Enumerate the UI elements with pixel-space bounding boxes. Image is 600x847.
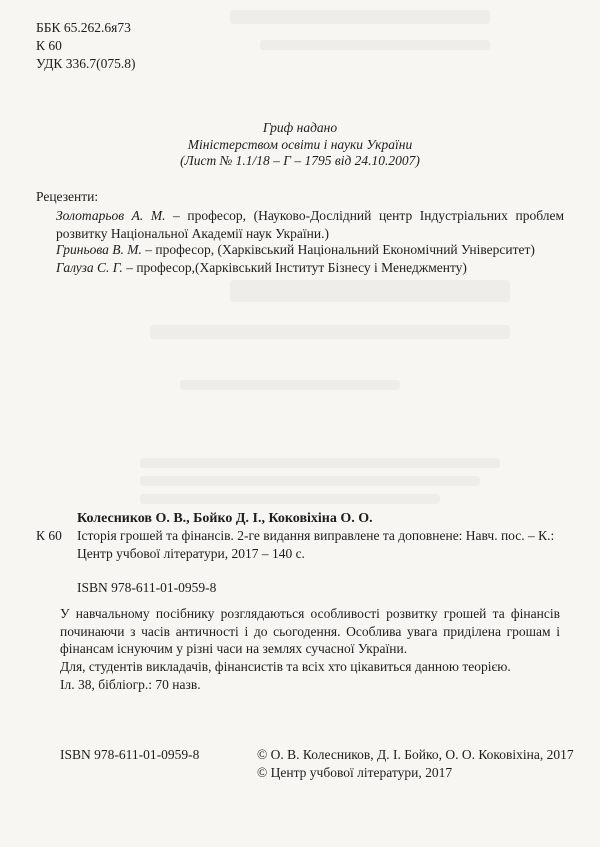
copyright-authors: © О. В. Колесников, Д. І. Бойко, О. О. Коковіхіна, 2017 xyxy=(257,747,574,762)
bbk-code: ББК 65.262.6я73 xyxy=(36,20,131,35)
bleed-through-mark xyxy=(180,380,400,390)
catalog-isbn: ISBN 978-611-01-0959-8 xyxy=(77,580,217,595)
reviewer-2-name: Гриньова В. М. xyxy=(56,242,142,257)
reviewer-1 xyxy=(56,207,564,243)
copyright-publisher: © Центр учбової літератури, 2017 xyxy=(257,765,453,780)
illustrations-count: Іл. 38, бібліогр.: 70 назв. xyxy=(60,677,201,692)
reviewer-1-affiliation: – професор, (Науково-Дослідний центр Індустріальних проблем розвитку Національної Академії наук України.) xyxy=(56,208,564,241)
catalog-authors: Колесников О. В., Бойко Д. І., Коковіхіна О. О. xyxy=(77,511,373,526)
catalog-description-line-1: Історія грошей та фінансів. 2-ге видання виправлене та доповнене: Навч. пос. – К.: xyxy=(77,528,555,543)
reviewer-3 xyxy=(56,259,564,277)
reviewer-2-affiliation: – професор, (Харківський Національний Економічний Університет) xyxy=(141,242,535,257)
grif-heading: Гриф надано xyxy=(262,120,338,135)
bleed-through-mark xyxy=(260,40,490,50)
bleed-through-mark xyxy=(140,458,500,468)
grif-ministry: Міністерством освіти і науки України xyxy=(187,137,413,152)
reviewer-3-name: Галуза С. Г. xyxy=(56,260,123,275)
annotation-audience: Для, студентів викладачів, фінансистів та всіх хто цікавиться данною теорією. xyxy=(60,659,511,674)
reviewer-1-name: Золотарьов А. М. xyxy=(56,208,166,223)
bleed-through-mark xyxy=(230,10,490,24)
catalog-description-line-2: Центр учбової літератури, 2017 – 140 с. xyxy=(77,546,305,561)
reviewers-title: Рецезенти: xyxy=(36,189,99,204)
footer-isbn: ISBN 978-611-01-0959-8 xyxy=(60,747,200,762)
bleed-through-mark xyxy=(230,280,510,302)
bleed-through-mark xyxy=(140,494,440,504)
udk-code: УДК 336.7(075.8) xyxy=(36,56,136,71)
reviewer-2 xyxy=(56,241,564,259)
catalog-code: К 60 xyxy=(36,528,62,543)
author-mark: К 60 xyxy=(36,38,62,53)
reviewer-3-affiliation: – професор,(Харківський Інститут Бізнесу і Менеджменту) xyxy=(122,260,467,275)
grif-letter: (Лист № 1.1/18 – Г – 1795 від 24.10.2007) xyxy=(180,153,420,168)
bleed-through-mark xyxy=(150,325,510,339)
annotation-text: У навчальному посібнику розглядаються особливості розвитку грошей та фінансів починаючи з часів античності і до сьогодення. Особлива увага приділена грошам і фінансам існуючим у різні часи на землях сучасної України. xyxy=(60,606,560,656)
bleed-through-mark xyxy=(140,476,480,486)
